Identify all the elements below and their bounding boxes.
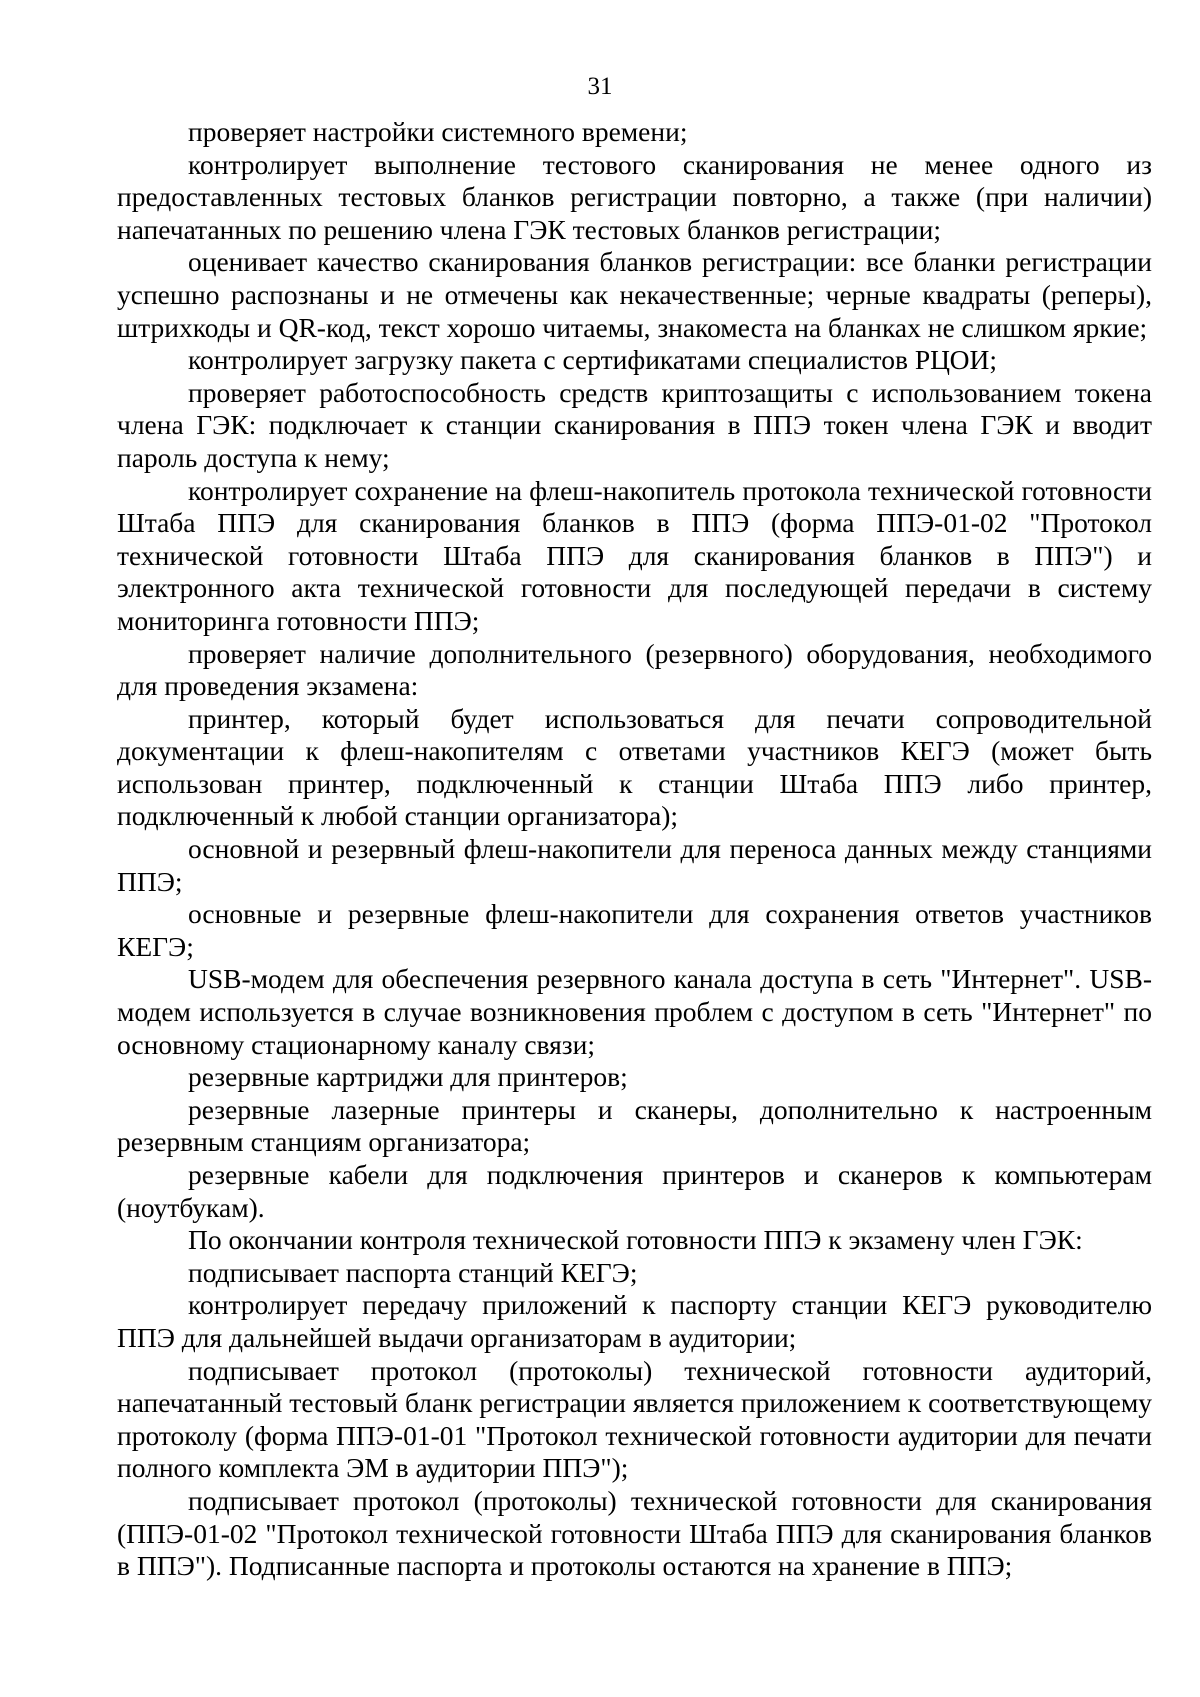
document-body bbox=[117, 116, 1152, 1583]
paragraph: контролирует сохранение на флеш-накопитель протокола технической готовности Штаба ППЭ для сканирования бланков в ППЭ (форма ППЭ-01-02 "Протокол технической готовности Штаба ППЭ для сканирования бланков в ППЭ") и электронного акта технической готовности для последующей передачи в систему мониторинга готовности ППЭ; bbox=[117, 474, 1152, 636]
paragraph: проверяет наличие дополнительного (резервного) оборудования, необходимого для проведения экзамена: bbox=[117, 637, 1152, 702]
paragraph: По окончании контроля технической готовности ППЭ к экзамену член ГЭК: bbox=[188, 1224, 1083, 1256]
paragraph: USB-модем для обеспечения резервного канала доступа в сеть "Интернет". USB-модем используется в случае возникновения проблем с доступом в сеть "Интернет" по основному стационарному каналу связи; bbox=[117, 963, 1152, 1060]
paragraph: основные и резервные флеш-накопители для сохранения ответов участников КЕГЭ; bbox=[117, 898, 1152, 962]
paragraph: принтер, который будет использоваться для печати сопроводительной документации к флеш-накопителям с ответами участников КЕГЭ (может быть использован принтер, подключенный к станции Штаба ППЭ либо принтер, подключенный к любой станции организатора); bbox=[117, 702, 1152, 832]
paragraph: основной и резервный флеш-накопители для переноса данных между станциями ППЭ; bbox=[117, 833, 1152, 897]
paragraph: подписывает паспорта станций КЕГЭ; bbox=[188, 1256, 638, 1288]
paragraph: оценивает качество сканирования бланков регистрации: все бланки регистрации успешно распознаны и не отмечены как некачественные; черные квадраты (реперы), штрихкоды и QR-код, текст хорошо читаемы, знакоместа на бланках не слишком яркие; bbox=[117, 246, 1152, 343]
paragraph: проверяет настройки системного времени; bbox=[188, 116, 688, 147]
paragraph: контролирует загрузку пакета с сертификатами специалистов РЦОИ; bbox=[188, 344, 997, 376]
paragraph: подписывает протокол (протоколы) технической готовности аудиторий, напечатанный тестовый бланк регистрации является приложением к соответствующему протоколу (форма ППЭ-01-01 "Протокол технической готовности аудитории для печати полного комплекта ЭМ в аудитории ППЭ"); bbox=[117, 1354, 1152, 1484]
page-number: 31 bbox=[587, 73, 613, 100]
paragraph: резервные лазерные принтеры и сканеры, дополнительно к настроенным резервным станциям организатора; bbox=[117, 1093, 1152, 1158]
paragraph: контролирует выполнение тестового сканирования не менее одного из предоставленных тестовых бланков регистрации повторно, а также (при наличии) напечатанных по решению члена ГЭК тестовых бланков регистрации; bbox=[117, 148, 1152, 245]
paragraph: подписывает протокол (протоколы) технической готовности для сканирования (ППЭ-01-02 "Протокол технической готовности Штаба ППЭ для сканирования бланков в ППЭ"). Подписанные паспорта и протоколы остаются на хранение в ППЭ; bbox=[117, 1484, 1152, 1582]
paragraph: контролирует передачу приложений к паспорту станции КЕГЭ руководителю ППЭ для дальнейшей выдачи организаторам в аудитории; bbox=[117, 1289, 1152, 1353]
paragraph: проверяет работоспособность средств криптозащиты с использованием токена члена ГЭК: подключает к станции сканирования в ППЭ токен члена ГЭК и вводит пароль доступа к нему; bbox=[117, 376, 1152, 473]
paragraph: резервные картриджи для принтеров; bbox=[188, 1061, 628, 1093]
paragraph: резервные кабели для подключения принтеров и сканеров к компьютерам (ноутбукам). bbox=[117, 1159, 1152, 1223]
